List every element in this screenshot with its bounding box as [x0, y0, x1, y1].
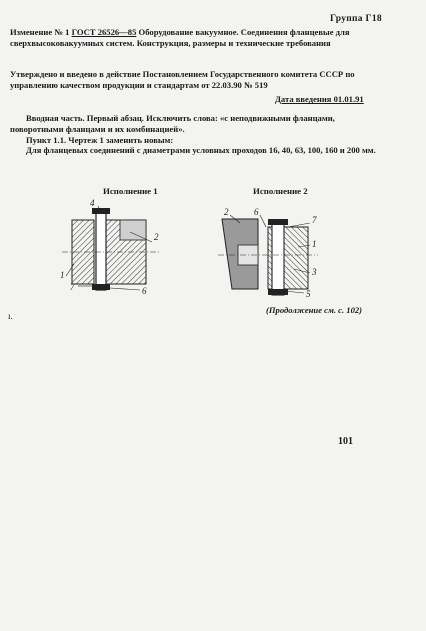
effective-date: Дата введения 01.01.91	[275, 94, 364, 104]
amendment-title: Оборудование вакуумное. Соединения фланцевые для сверхвысоковакуумных систем. Конструкция, размеры и технические требования	[10, 27, 350, 48]
fig2-label-6: 6	[254, 207, 259, 217]
fig2-label-1: 1	[312, 239, 317, 249]
fig1-label-2: 2	[154, 232, 159, 242]
group-label: Группа Г18	[330, 14, 382, 24]
intro-paragraph	[10, 113, 388, 134]
fig1-label-4: 4	[90, 198, 95, 208]
bolt-head-shape	[92, 208, 110, 214]
bolt-2-head-shape	[268, 219, 288, 225]
leader-6b	[260, 215, 266, 227]
margin-mark: ı.	[8, 311, 13, 321]
fig2-label-2: 2	[224, 207, 229, 217]
intro-text: Вводная часть. Первый абзац. Исключить слова: «с неподвижными фланцами, поворотными фланцами и их комбинацией».	[10, 113, 335, 134]
approval-text: Утверждено и введено в действие Постановлением Государственного комитета СССР по управлению качеством продукции и стандартам от 22.03.90 № 519	[10, 69, 355, 90]
knife-edge-shape	[120, 220, 146, 240]
point-paragraph: Пункт 1.1. Чертеж 1 заменить новым:	[26, 135, 174, 145]
page-number: 101	[338, 436, 353, 447]
gost-number: ГОСТ 26526—85	[71, 27, 137, 37]
fig1-label-6: 6	[142, 286, 147, 296]
figure-2-caption: Исполнение 2	[253, 186, 308, 196]
figure-1-drawing	[60, 198, 200, 298]
amendment-prefix: Изменение № 1	[10, 27, 70, 37]
figure-2-drawing	[218, 205, 328, 300]
nut-shape	[92, 284, 110, 290]
amendment-header	[10, 27, 390, 48]
flanges-paragraph	[10, 145, 388, 156]
fig1-label-1: 1	[60, 270, 65, 280]
leader-6	[110, 288, 140, 290]
leader-7b	[288, 223, 310, 227]
fig2-label-7: 7	[312, 215, 317, 225]
fig2-label-5: 5	[306, 289, 311, 299]
continuation-note: (Продолжение см. с. 102)	[266, 305, 363, 315]
figure-1-caption: Исполнение 1	[103, 186, 158, 196]
fig1-label-7: 7	[70, 282, 75, 292]
fig2-label-3: 3	[312, 267, 317, 277]
bolt-2-shape	[272, 223, 284, 295]
flanges-text: Для фланцевых соединений с диаметрами условных проходов 16, 40, 63, 100, 160 и 200 мм.	[26, 145, 376, 155]
bolt-shape	[96, 212, 106, 290]
nut-2-shape	[268, 289, 288, 295]
